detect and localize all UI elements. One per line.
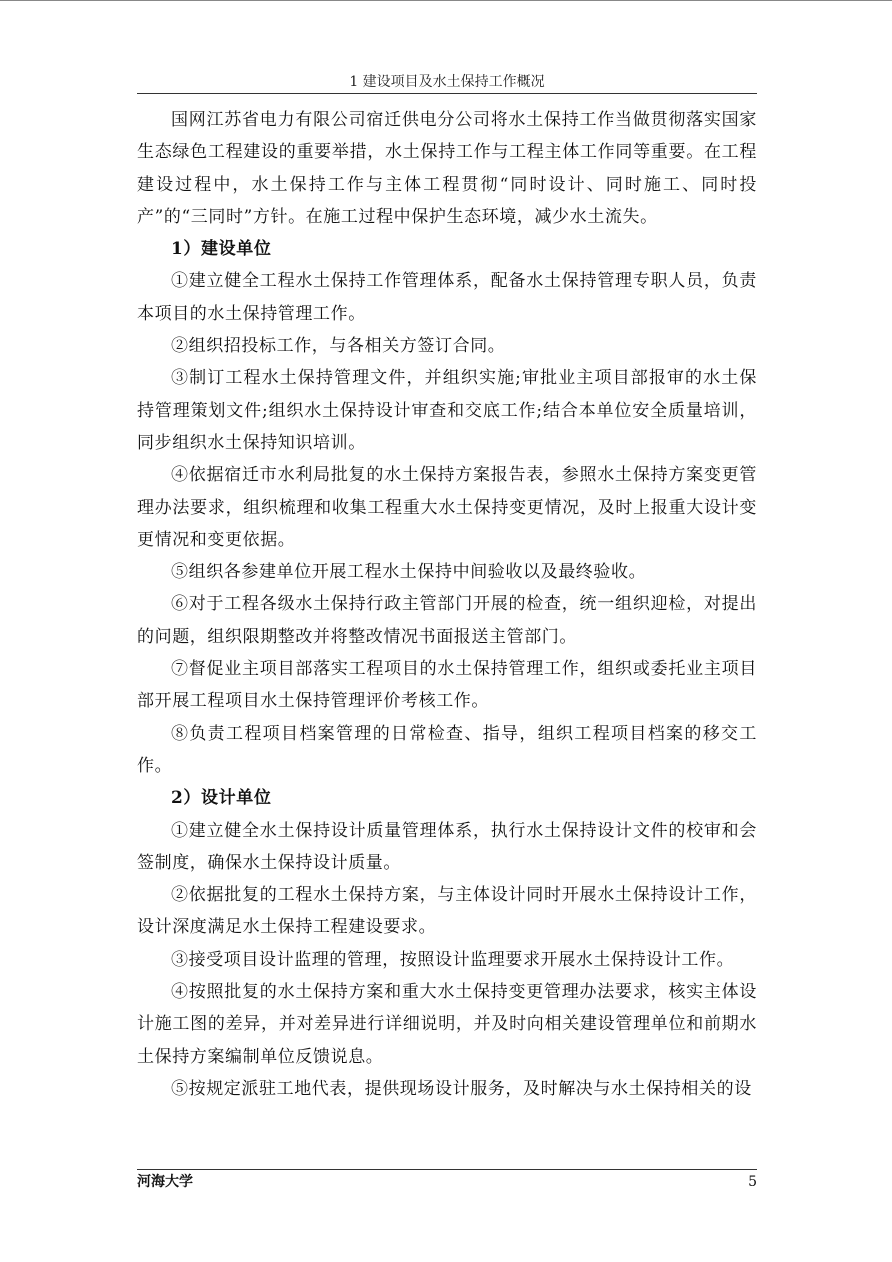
- running-header: 1 建设项目及水土保持工作概况: [349, 74, 545, 90]
- page-number: 5: [748, 1174, 757, 1190]
- list-item: ②依据批复的工程水土保持方案，与主体设计同时开展水土保持设计工作，设计深度满足水土保持工程建设要求。: [137, 885, 757, 938]
- paragraph-intro: 国网江苏省电力有限公司宿迁供电分公司将水土保持工作当做贯彻落实国家生态绿色工程建设的重要举措，水土保持工作与工程主体工作同等重要。在工程建设过程中，水土保持工作与主体工程贯彻“同时设计、同时施工、同时投产”的“三同时”方针。在施工过程中保护生态环境，减少水土流失。: [137, 110, 757, 227]
- footer-rule: [137, 1169, 757, 1170]
- list-item: ⑦督促业主项目部落实工程项目的水土保持管理工作，组织或委托业主项目部开展工程项目水土保持管理评价考核工作。: [137, 659, 757, 712]
- list-item: ②组织招投标工作，与各相关方签订合同。: [171, 336, 506, 357]
- header-rule: [137, 93, 757, 94]
- list-item: ⑧负责工程项目档案管理的日常检查、指导，组织工程项目档案的移交工作。: [137, 723, 757, 776]
- section-heading-construction-unit: 1）建设单位: [171, 239, 272, 260]
- section-heading-design-unit: 2）设计单位: [171, 788, 272, 809]
- list-item: ①建立健全水土保持设计质量管理体系，执行水土保持设计文件的校审和会签制度，确保水土保持设计质量。: [137, 820, 757, 873]
- list-item: ①建立健全工程水土保持工作管理体系，配备水土保持管理专职人员，负责本项目的水土保持管理工作。: [137, 271, 757, 324]
- list-item: ⑤按规定派驻工地代表，提供现场设计服务，及时解决与水土保持相关的设: [171, 1078, 752, 1099]
- list-item: ③制订工程水土保持管理文件，并组织实施;审批业主项目部报审的水土保持管理策划文件;组织水土保持设计审查和交底工作;结合本单位安全质量培训，同步组织水土保持知识培训。: [137, 368, 757, 453]
- list-item: ⑤组织各参建单位开展工程水土保持中间验收以及最终验收。: [171, 562, 647, 583]
- list-item: ④依据宿迁市水利局批复的水土保持方案报告表，参照水土保持方案变更管理办法要求，组织梳理和收集工程重大水土保持变更情况，及时上报重大设计变更情况和变更依据。: [137, 465, 757, 550]
- page-top-edge: [0, 0, 892, 1]
- list-item: ③接受项目设计监理的管理，按照设计监理要求开展水土保持设计工作。: [171, 949, 735, 970]
- list-item: ⑥对于工程各级水土保持行政主管部门开展的检查，统一组织迎检，对提出的问题，组织限期整改并将整改情况书面报送主管部门。: [137, 594, 757, 647]
- body-text: [137, 104, 757, 1105]
- list-item: ④按照批复的水土保持方案和重大水土保持变更管理办法要求，核实主体设计施工图的差异，并对差异进行详细说明，并及时向相关建设管理单位和前期水土保持方案编制单位反馈说息。: [137, 982, 757, 1067]
- footer-university: 河海大学: [137, 1174, 193, 1190]
